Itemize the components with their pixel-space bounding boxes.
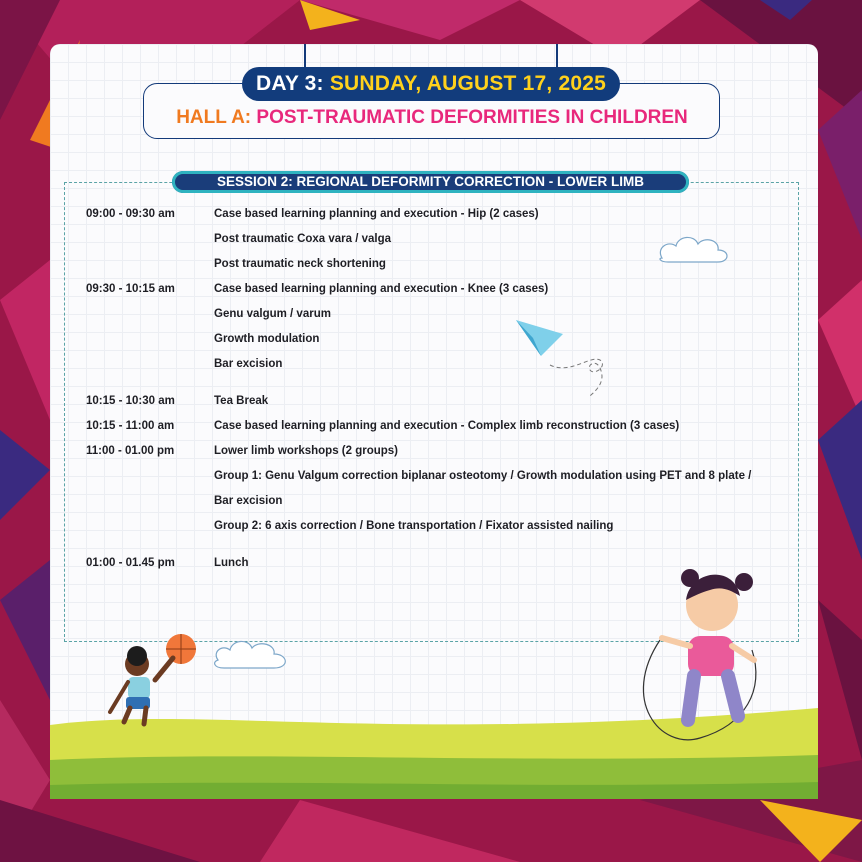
schedule-item: Growth modulation (214, 333, 320, 345)
event-date: SUNDAY, AUGUST 17, 2025 (329, 72, 606, 95)
schedule-item: Lunch (214, 557, 249, 569)
day-banner (242, 67, 620, 101)
schedule-item: Genu valgum / varum (214, 308, 331, 320)
schedule-time: 11:00 - 01.00 pm (86, 445, 175, 457)
schedule-item: Lower limb workshops (2 groups) (214, 445, 399, 457)
schedule-item: Group 2: 6 axis correction / Bone transportation / Fixator assisted nailing (214, 520, 614, 532)
schedule-item: Case based learning planning and execution - Hip (2 cases) (214, 208, 539, 220)
schedule-time: 09:00 - 09:30 am (86, 208, 175, 220)
schedule-item: Post traumatic neck shortening (214, 258, 386, 270)
schedule-time: 10:15 - 10:30 am (86, 395, 175, 407)
schedule-time: 09:30 - 10:15 am (86, 283, 175, 295)
session-frame (64, 182, 799, 642)
schedule-item: Case based learning planning and execution - Complex limb reconstruction (3 cases) (214, 420, 680, 432)
hall-name: POST-TRAUMATIC DEFORMITIES IN CHILDREN (256, 107, 688, 128)
schedule-item: Bar excision (214, 495, 283, 507)
session-title: SESSION 2: REGIONAL DEFORMITY CORRECTION - LOWER LIMB (172, 171, 689, 193)
day-label: DAY 3: (256, 72, 324, 95)
hall-label: HALL A: (176, 107, 252, 128)
hall-title (143, 107, 721, 129)
schedule-item: Group 1: Genu Valgum correction biplanar osteotomy / Growth modulation using PET and 8 plate / (214, 470, 752, 482)
schedule-item: Bar excision (214, 358, 283, 370)
schedule-item: Tea Break (214, 395, 269, 407)
schedule-item: Case based learning planning and execution - Knee (3 cases) (214, 283, 549, 295)
schedule-time: 10:15 - 11:00 am (86, 420, 175, 432)
schedule-time: 01:00 - 01.45 pm (86, 557, 175, 569)
schedule-item: Post traumatic Coxa vara / valga (214, 233, 392, 245)
